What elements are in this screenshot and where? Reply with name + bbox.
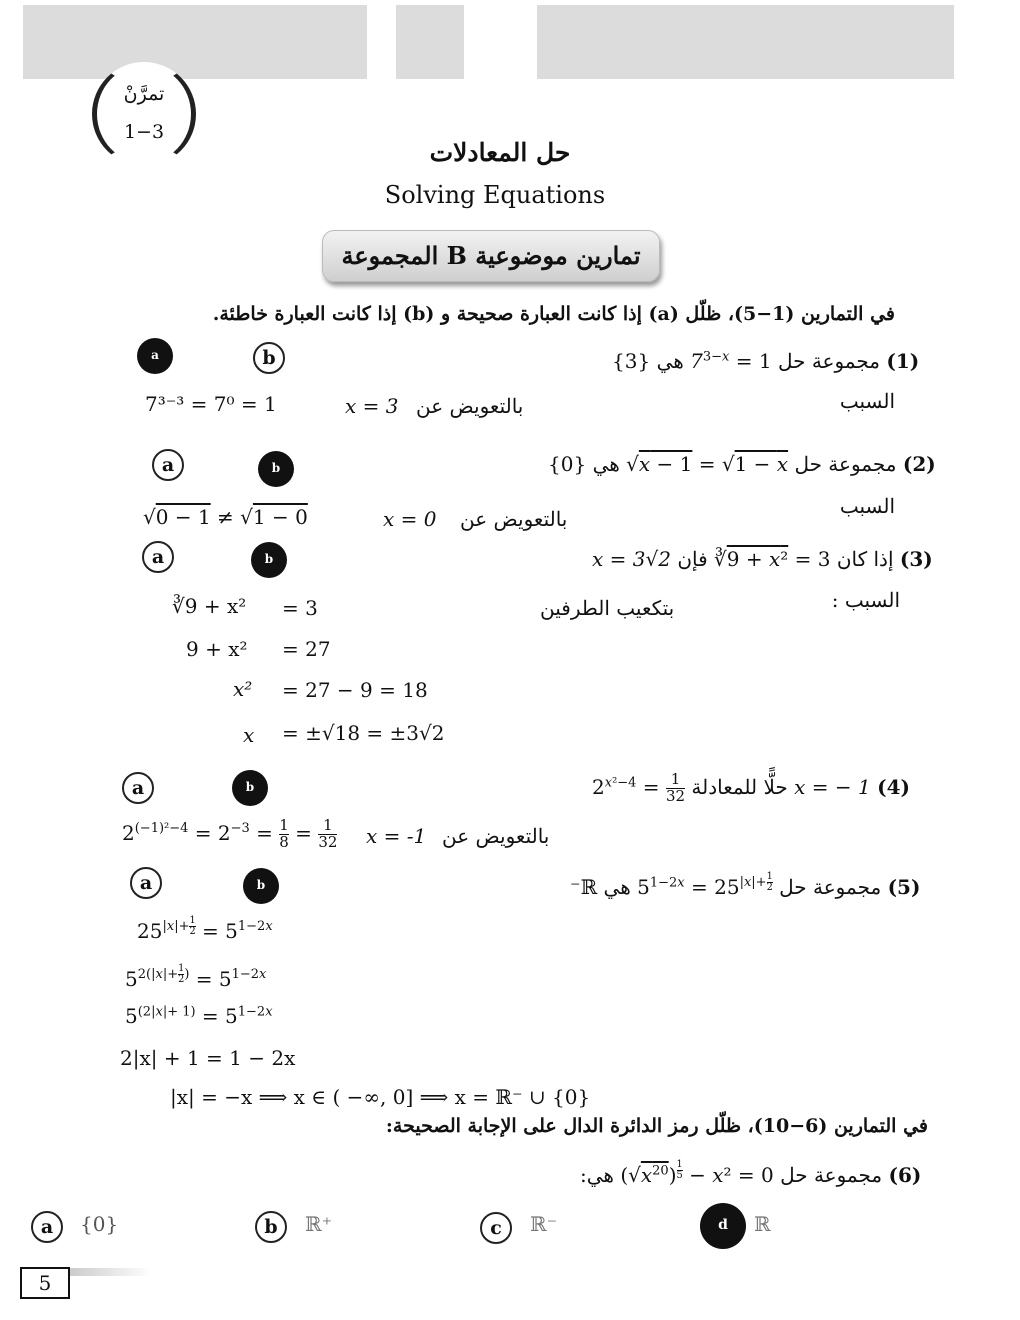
q1-substitution-label: بالتعويض عن [416, 394, 524, 418]
question-2: (2) مجموعة حل √x − 1 = √1 − x هي {0} [548, 452, 936, 476]
q2-substitution-label: بالتعويض عن [460, 507, 568, 531]
q6-option-b-value: ℝ⁺ [305, 1212, 333, 1236]
q2-option-a[interactable]: a [152, 449, 184, 481]
q4-option-a[interactable]: a [122, 772, 154, 804]
question-5: (5) مجموعة حل $5^{1-2x} = 25^{|x|+ \frac{1}{2}}$ هي ℝ⁻ [570, 871, 921, 899]
q5-step-4: 2|x| + 1 = 1 − 2x [120, 1046, 296, 1070]
q1-work: 7³⁻³ = 7⁰ = 1 [145, 392, 277, 416]
q5-step-5: |x| = −x ⟹ x ∈ ( −∞, 0] ⟹ x = ℝ⁻ ∪ {0} [170, 1085, 591, 1109]
page-number-underline [70, 1268, 152, 1276]
q3-step-2-rhs: = 27 [282, 637, 331, 661]
q6-option-d-value: ℝ [754, 1212, 771, 1236]
q3-method: بتكعيب الطرفين [540, 596, 675, 620]
q6-option-a-value: {0} [80, 1212, 119, 1236]
q6-option-a[interactable]: a [31, 1211, 63, 1243]
q5-option-a[interactable]: a [130, 867, 162, 899]
q5-option-b-shaded[interactable]: b [243, 868, 279, 904]
q2-option-b-shaded[interactable]: b [258, 451, 294, 487]
exercise-badge-label: تمرَّنْ [123, 83, 165, 105]
q3-step-4-lhs: x [243, 723, 255, 747]
q4-substitution-label: بالتعويض عن [442, 824, 550, 848]
q1-option-a-shaded[interactable]: a [137, 338, 173, 374]
q1-option-b[interactable]: b [253, 342, 285, 374]
q2-reason-label: السبب [839, 494, 895, 518]
header-bar-left [23, 5, 367, 79]
q3-step-3-rhs: = 27 − 9 = 18 [282, 678, 428, 702]
question-1: (1) مجموعة حل $7^{3-x} = 1$ هي {3} [612, 349, 920, 373]
q3-step-1-lhs: ∛9 + x² [172, 594, 247, 618]
q1-substitution-value: x = 3 [345, 394, 399, 418]
q4-work: $2^{(-1)^2-4} = 2^{-3}$ = $\frac{1}{8}$ = $\frac{1}{32}$ [122, 816, 338, 851]
page-number: 5 [20, 1267, 70, 1299]
q6-option-d-shaded[interactable]: d [700, 1203, 746, 1249]
q6-option-b[interactable]: b [255, 1211, 287, 1243]
question-6: (6) مجموعة حل $(√x^{20})$ $^{\frac{1}{5}}$ − x² = 0 هي: [580, 1159, 922, 1187]
question-3: (3) إذا كان ∛9 + x² = 3 فإن x = 3√2 [592, 547, 933, 571]
q6-option-c-value: ℝ⁻ [530, 1212, 558, 1236]
header-bar-right [537, 5, 954, 79]
question-4: (4) x = − 1 حلًّا للمعادلة $2^{x^2-4}$ = $\frac{1}{32}$ [592, 770, 910, 805]
page-title-english: Solving Equations [384, 181, 606, 209]
page-title-arabic: حل المعادلات [429, 138, 571, 167]
q4-option-b-shaded[interactable]: b [232, 770, 268, 806]
q3-reason-label: السبب : [831, 588, 900, 612]
exercise-badge-number: 1−3 [123, 121, 165, 143]
q3-step-3-lhs: x² [233, 677, 253, 701]
q3-step-2-lhs: 9 + x² [186, 637, 248, 661]
q5-step-2: $5^{2(|x|+ \frac{1}{2} )} = 5^{1-2x}$ [125, 963, 267, 991]
q5-step-1: $25^{|x|+ \frac{1}{2}}$ = $5^{1-2x}$ [137, 915, 273, 943]
q2-substitution-value: x = 0 [383, 507, 437, 531]
q2-work: √0 − 1 ≠ √1 − 0 [143, 505, 308, 529]
q4-substitution-value: x = -1 [366, 824, 427, 848]
instructions-2: في التمارين (6−10)، ظلّل رمز الدائرة الدال على الإجابة الصحيحة: [385, 1115, 928, 1137]
q6-option-c[interactable]: c [480, 1212, 512, 1244]
q3-option-b-shaded[interactable]: b [251, 542, 287, 578]
instructions-1: في التمارين (1−5)، ظلّل (a) إذا كانت العبارة صحيحة و (b) إذا كانت العبارة خاطئة. [212, 303, 895, 325]
group-label: المجموعة B تمارين موضوعية [322, 230, 660, 282]
q3-step-4-rhs: = ±√18 = ±3√2 [282, 721, 445, 745]
q1-reason-label: السبب [839, 389, 895, 413]
q3-step-1-rhs: = 3 [282, 596, 318, 620]
q5-step-3: $5^{(2|x|+ 1)} = 5^{1-2x}$ [125, 1004, 273, 1028]
q3-option-a[interactable]: a [142, 541, 174, 573]
header-bar-middle [396, 5, 464, 79]
